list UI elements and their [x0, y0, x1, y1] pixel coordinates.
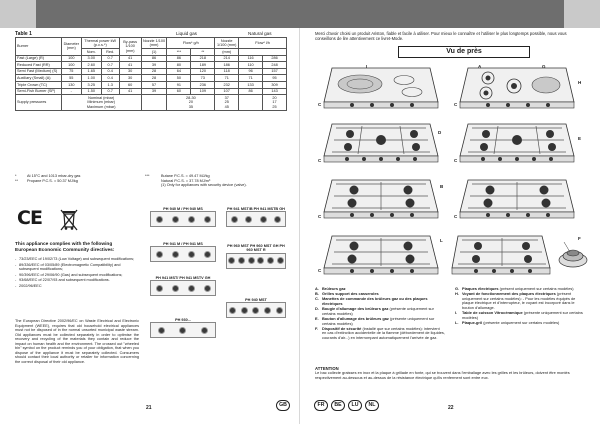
knob-icon: [172, 216, 179, 223]
hob-letter: D: [438, 130, 442, 135]
table-cell: 120: [191, 68, 215, 75]
table-cell: 118: [215, 68, 239, 75]
knob-icon: [248, 257, 255, 264]
header-note-4: (mm): [215, 49, 239, 56]
legend-key: E.: [315, 315, 319, 321]
burner-name-cell: Auxiliary (Small) (A): [16, 75, 62, 82]
directive-item: - 89/336/EEC of 03/05/89 (Electromagnetic Compatibility) and subsequent modifications;: [15, 263, 139, 272]
header-nozzle-lpg: Nozzle 1/100 (mm): [142, 38, 166, 47]
model-panel: [150, 242, 216, 262]
table-row: [16, 55, 287, 62]
knob-icon: [156, 216, 163, 223]
legend-key: F.: [315, 325, 319, 331]
model-panel: [150, 276, 216, 296]
legend-term: Table de cuisson Vitrocéramique: [462, 310, 523, 316]
table-cell: 0.4: [101, 75, 119, 82]
legend-desc: (présente uniquement sur certains modèles): [322, 315, 435, 326]
table-cell: 73: [191, 75, 215, 82]
table-cell: 64: [167, 68, 191, 75]
note-mark: [145, 183, 161, 188]
liquid-gas-label: Liquid gas: [176, 31, 197, 36]
knob-icon: [274, 216, 281, 223]
knob-icon: [241, 307, 248, 314]
header-flow-lpg: Flow* g/h: [167, 38, 215, 49]
hob-letter: F: [578, 236, 581, 241]
table-cell: 96: [239, 68, 263, 75]
model-knob-panel: [226, 302, 286, 318]
header-burner: Burner: [16, 38, 62, 56]
legend-desc: (présent uniquement sur certains modèles): - Pour les modèles équipés de plaque électrique et d'interrupteur, le voyant est incorporé dans le bouton d'allumage.: [462, 291, 576, 310]
hob-letter: C: [454, 102, 458, 107]
lang-badge-be: BE: [331, 400, 345, 411]
table-cell: 186: [215, 62, 239, 69]
table-cell: 30: [119, 75, 141, 82]
header-note-5: [239, 49, 287, 56]
model-label: PH 960 MST PH 960 MST GH PH 960 MST R: [227, 244, 285, 253]
table-cell: 286: [263, 55, 287, 62]
table-cell: 1.50: [81, 88, 101, 95]
left-header-edge: [0, 0, 36, 28]
model-label: PH 940 M / PH 940 MS: [163, 207, 203, 211]
table-cell: 236: [191, 81, 215, 88]
attention-title: ATTENTION: [315, 366, 339, 371]
knob-icon: [245, 216, 252, 223]
table-cell: -: [61, 88, 81, 95]
hob-letter: I: [366, 64, 368, 69]
burner-detail-illustration: [556, 232, 590, 280]
table-cell: 100: [61, 55, 81, 62]
table-title: Table 1: [15, 31, 32, 37]
supply-value: 35: [188, 104, 193, 109]
table-cell: 100: [61, 62, 81, 69]
table-cell: 109: [191, 88, 215, 95]
burner-name-cell: Fast (Large) (R): [16, 55, 62, 62]
knob-icon: [188, 285, 195, 292]
table-cell: 107: [215, 88, 239, 95]
model-knob-panel: [150, 322, 216, 338]
legend-term: Bougie d'allumage des brûleurs gaz: [322, 306, 389, 312]
table-cell: 91: [167, 81, 191, 88]
knob-icon: [156, 285, 163, 292]
table-row: [16, 88, 287, 95]
knob-icon: [267, 257, 274, 264]
header-nozzle-ng: Nozzle 1/100 (mm): [215, 38, 239, 49]
right-header-bar: [300, 0, 600, 28]
supply-value: 25: [272, 104, 277, 109]
table-cell: 214: [215, 55, 239, 62]
table-cell: 0.7: [101, 88, 119, 95]
burner-table: [15, 37, 287, 111]
table-cell: 1.00: [81, 75, 101, 82]
ce-mark-logo: CE: [17, 207, 42, 229]
knob-icon: [276, 307, 283, 314]
table-cell: 86: [167, 55, 191, 62]
knob-icon: [201, 327, 208, 334]
crossed-bin-icon: [58, 208, 80, 232]
supply-line: Maximum (mbar): [86, 104, 116, 109]
knob-icon: [264, 307, 271, 314]
directives-title: This appliance complies with the following European Economic Community directives:: [15, 242, 115, 253]
hob-illustration-gas-b: [458, 120, 576, 164]
table-cell: 116: [239, 55, 263, 62]
hob-illustration-gas-c: [322, 176, 440, 220]
model-panel: [150, 318, 216, 338]
knob-icon: [231, 216, 238, 223]
legend-left: [315, 287, 445, 341]
table-row: [16, 68, 287, 75]
right-header-edge: [564, 0, 600, 28]
table-cell: 0.4: [101, 68, 119, 75]
model-knob-panel: [150, 246, 216, 262]
note-mark: *: [15, 174, 17, 178]
table-cell: 110: [239, 62, 263, 69]
legend-term: Brûleurs gaz: [322, 286, 346, 291]
legend-desc: (présente uniquement sur certains modèles): [322, 306, 434, 316]
table-cell: 41: [119, 88, 141, 95]
attention-paragraph: Le bac collecte graisses en inox et la plaque à grillade en fonte, qui se trouvent dans l'emballage avec les grilles et les brûleurs, doivent être montés respectivement au-dessous et au-dessus de la résistance électrique qu'ils renferment sont entre eux.: [315, 370, 570, 380]
knob-icon: [156, 251, 163, 258]
knob-icon: [229, 307, 236, 314]
table-row: [16, 81, 287, 88]
table-cell: 3.00: [81, 55, 101, 62]
table-cell: 71: [239, 75, 263, 82]
table-cell: 41: [119, 62, 141, 69]
hob-illustration-gas-f: [450, 232, 554, 276]
legend-desc: (présente uniquement sur certains modèles): [462, 310, 583, 320]
supply-lines: [61, 95, 141, 110]
hob-letter: L: [440, 238, 443, 243]
knob-icon: [277, 257, 284, 264]
hob-illustration-gas-a: [322, 120, 440, 164]
table-header-row: [16, 38, 287, 49]
legend-term: Plaque-gril: [462, 319, 483, 325]
model-label: PH 930...: [175, 318, 191, 322]
knob-icon: [257, 257, 264, 264]
table-cell: 28: [141, 75, 167, 82]
legend-key: L.: [455, 319, 459, 325]
table-cell: 248: [263, 62, 287, 69]
supply-value: 28-30: [186, 95, 196, 100]
note-text: Natural P.C.S. = 37.78 MJ/m³: [161, 178, 211, 183]
note-text: At 15°C and 1013 mbar-dry gas: [27, 174, 81, 178]
hob-letter: E: [578, 136, 582, 141]
model-panel: [226, 298, 286, 318]
natural-gas-label: Natural gas: [248, 31, 272, 36]
table-row: [16, 75, 287, 82]
table-cell: 218: [191, 55, 215, 62]
table-cell: 30: [119, 68, 141, 75]
page-number-left: 21: [146, 405, 152, 411]
header-bypass: By-pass 1/100 (mm): [119, 38, 141, 56]
table-cell: 1.3: [101, 81, 119, 88]
directive-item: - 73/23/EEC of 19/02/73 (Low Voltage) and subsequent modifications;: [15, 257, 139, 262]
table-cell: 2.60: [81, 62, 101, 69]
table-cell: 86: [239, 88, 263, 95]
legend-term: Dispositif de sécurité: [322, 325, 362, 331]
table-cell: 133: [239, 81, 263, 88]
knob-icon: [179, 327, 186, 334]
supply-spacer: [141, 95, 167, 110]
knob-icon: [228, 257, 235, 264]
supply-value: 37: [224, 95, 229, 100]
knob-icon: [158, 327, 165, 334]
lang-badge-lu: LU: [348, 400, 362, 411]
legend-desc: (présent uniquement sur certains modèles): [499, 286, 574, 291]
directives-list: [15, 257, 139, 289]
supply-spacer-2: [239, 95, 263, 110]
legend-term: Grilles support des casseroles: [322, 291, 379, 297]
hob-letter: H: [578, 80, 582, 85]
knob-icon: [260, 216, 267, 223]
legend-key: C.: [315, 296, 319, 302]
knob-icon: [172, 251, 179, 258]
note-row: [15, 183, 287, 188]
right-page: [300, 0, 600, 424]
legend-key: I.: [455, 310, 458, 316]
legend-term: Voyant de fonctionnement des plaques électriques: [462, 291, 556, 297]
hob-letter: B: [440, 184, 444, 189]
table-notes: [15, 174, 287, 188]
table-cell: 3.25: [81, 81, 101, 88]
burner-rows: [16, 55, 287, 95]
hob-illustration-gas-d: [458, 176, 576, 220]
hob-illustration-mixed: [458, 64, 576, 110]
model-label: PH 940 MST: [245, 298, 267, 302]
supply-line: Minimum (mbar): [87, 100, 115, 105]
knob-icon: [238, 257, 245, 264]
table-cell: 232: [215, 81, 239, 88]
knob-icon: [188, 216, 195, 223]
table-cell: 60: [167, 88, 191, 95]
model-knob-panel: [226, 253, 286, 269]
legend-key: H.: [455, 291, 459, 297]
model-panel: [150, 207, 216, 227]
table-cell: 50: [167, 75, 191, 82]
hob-illustration-gas-e: [322, 232, 440, 276]
hob-letter: C: [318, 158, 322, 163]
table-cell: 1.65: [81, 68, 101, 75]
header-note-1: (1): [141, 49, 167, 56]
table-cell: 130: [61, 81, 81, 88]
legend-key: D.: [315, 306, 319, 312]
note-mark: ***: [145, 174, 150, 178]
table-cell: 0.7: [101, 55, 119, 62]
table-cell: 71: [215, 75, 239, 82]
supply-value: 20: [188, 100, 193, 105]
table-cell: 95: [263, 75, 287, 82]
note-text: [27, 183, 145, 188]
legend-term: Manettes de commande des brûleurs gaz ou des plaques électriques: [322, 296, 428, 306]
page-number-right: 22: [448, 405, 454, 411]
header-nom: Nom.: [81, 49, 101, 56]
table-cell: 60: [119, 81, 141, 88]
legend-desc: (présente uniquement sur certains modèles): [483, 319, 560, 325]
weee-paragraph: The European Directive 2002/96/EC on Waste Electrical and Electronic Equipment (WEEE), requires that old household electrical appliances must not be disposed of in the normal unsorted municipal waste stream. Old appliances must be collected separately in order to optimise the recovery and recycling of the materials they contain and reduce the impact on human health and the environment. The crossed out "wheeled bin" symbol on the product reminds you of your obligation, that when you dispose of the appliance it must be separately collected. Consumers should contact their local authority or retailer for information concerning the correct disposal of their old appliance.: [15, 319, 139, 364]
model-knob-panel: [150, 211, 216, 227]
burner-name-cell: Triple Crown (TC): [16, 81, 62, 88]
legend-item: [455, 321, 585, 326]
directive-item: - 90/396/EEC of 29/06/90 (Gas) and subsequent modifications;: [15, 273, 139, 278]
hob-letter: C: [318, 268, 322, 273]
legend-key: A.: [315, 286, 319, 291]
hob-letter: C: [318, 102, 322, 107]
note-text: Butane P.C.S. = 49.47 MJ/kg: [161, 174, 210, 178]
hob-letter: A: [478, 64, 482, 69]
table-cell: 55: [61, 75, 81, 82]
legend-item: [315, 327, 445, 341]
model-label: PH 941 MST/B PH 941 MSTB GH: [227, 207, 285, 211]
note-mark: [15, 183, 27, 188]
supply-butane: [167, 95, 215, 110]
lang-badge-gb: GB: [276, 400, 290, 411]
hob-illustration-vitro: [322, 64, 440, 110]
directive-item: - 2002/96/EEC: [15, 284, 139, 289]
table-cell: 39: [141, 88, 167, 95]
header-diameter: Diameter (mm): [61, 38, 81, 56]
header-red: Red.: [101, 49, 119, 56]
table-cell: 309: [263, 81, 287, 88]
supply-propane: [215, 95, 239, 110]
supply-natural: [263, 95, 287, 110]
legend-desc: (installé que sur certains modèles): intervient en cas d'extinction accidentelle de la flamme (débordement de liquides, courants d'air...) en interrompant automatiquement l'arrivée de gaz.: [322, 325, 445, 340]
knob-icon: [204, 251, 211, 258]
burner-name-cell: Reduced Fast (RR): [16, 62, 62, 69]
table-cell: 86: [141, 55, 167, 62]
model-panel: [226, 244, 286, 269]
model-panel: [226, 207, 286, 227]
supply-value: 17: [272, 100, 277, 105]
legend-key: B.: [315, 291, 319, 297]
supply-value: 20: [272, 95, 277, 100]
supply-value: 25: [224, 100, 229, 105]
hob-letter: G: [542, 64, 546, 69]
table-cell: 39: [141, 62, 167, 69]
supply-line: Nominal (mbar): [88, 95, 115, 100]
knob-icon: [204, 216, 211, 223]
header-flow-ng: Flow* l/h: [239, 38, 287, 49]
model-knob-panel: [150, 280, 216, 296]
burner-name-cell: Semi-Fish Burner (SP): [16, 88, 62, 95]
knob-icon: [204, 285, 211, 292]
table-cell: 80: [167, 62, 191, 69]
supply-value: 45: [224, 104, 229, 109]
hob-letter: C: [318, 214, 322, 219]
model-knob-panel: [226, 211, 286, 227]
directive-item: - 93/68/EEC of 22/07/93 and subsequent modifications.: [15, 278, 139, 283]
note-text: (1) Only for appliances with security device (valve).: [161, 183, 247, 188]
table-row: [16, 62, 287, 69]
table-cell: 143: [263, 88, 287, 95]
table-cell: 75: [61, 68, 81, 75]
table-cell: 41: [119, 55, 141, 62]
header-note-2: ***: [167, 49, 191, 56]
supply-label: Supply pressures: [16, 95, 62, 110]
lang-badge-fr: FR: [314, 400, 328, 411]
legend-item: [455, 292, 585, 310]
knob-icon: [172, 285, 179, 292]
model-label: PH 941 MST/ PH 941 MSTV GH: [155, 276, 211, 280]
knob-icon: [188, 251, 195, 258]
left-header-bar: [0, 0, 300, 28]
model-label: PH 941 M / PH 941 MS: [163, 242, 203, 246]
section-title: Vu de près: [398, 46, 530, 58]
legend-term: Plaques électriques: [462, 286, 499, 291]
header-note-3: **: [191, 49, 215, 56]
note-text: Propane P.C.S. = 50.37 MJ/kg: [27, 178, 78, 183]
table-cell: 157: [263, 68, 287, 75]
table-cell: 189: [191, 62, 215, 69]
table-cell: 28: [141, 68, 167, 75]
header-thermal: Thermal power kW (p.c.s.*): [81, 38, 119, 49]
note-mark: **: [15, 178, 18, 183]
table-cell: 0.7: [101, 62, 119, 69]
table-cell: 57: [141, 81, 167, 88]
legend-key: G.: [455, 286, 460, 291]
hob-letter: C: [454, 158, 458, 163]
intro-paragraph: Merci d'avoir choisi un produit Ariston, fiable et facile à utiliser. Pour mieux le connaître et l'utiliser le plus longtemps possible, nous vous conseillons de lire attentivement ce livret-Mode.: [315, 31, 567, 41]
knob-icon: [252, 307, 259, 314]
supply-row: [16, 95, 287, 110]
legend-right: [455, 287, 585, 326]
lang-badge-nl: NL: [365, 400, 379, 411]
hob-letter: C: [454, 214, 458, 219]
burner-name-cell: Semi Fast (Medium) (S): [16, 68, 62, 75]
legend-term: Bouton d'allumage des brûleurs gaz: [322, 315, 389, 321]
